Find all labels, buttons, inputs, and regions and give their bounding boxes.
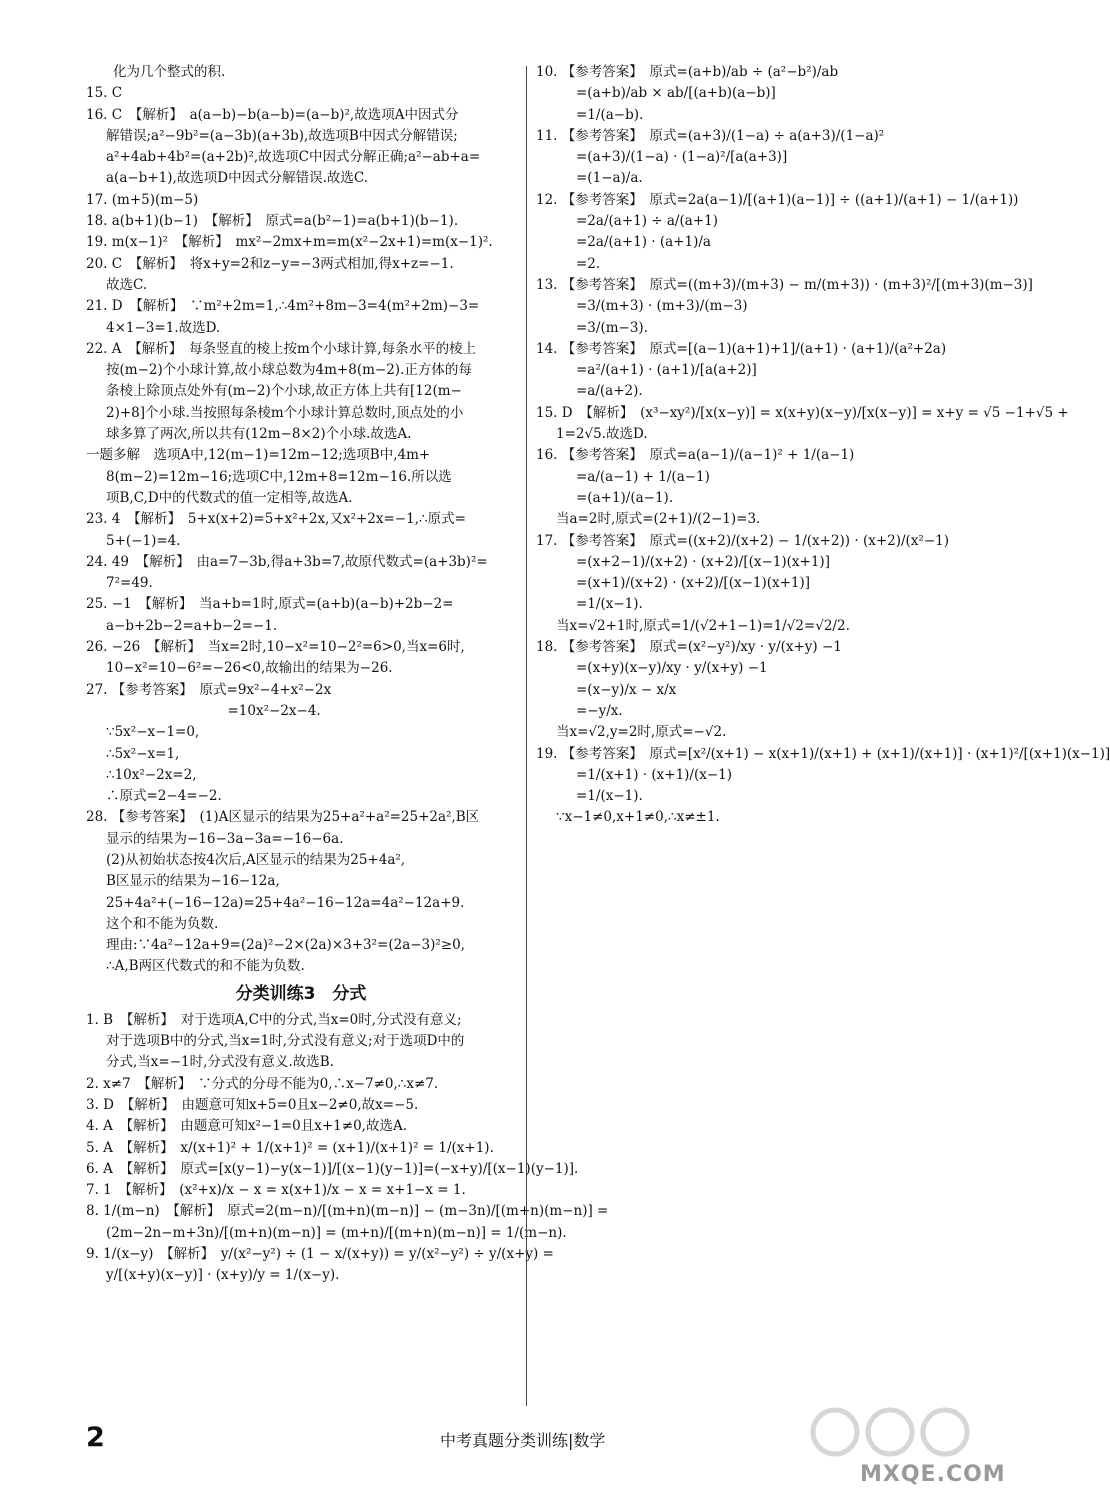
answer-line: =(1−a)/a.: [576, 170, 643, 187]
answer-line: 28. 【参考答案】 (1)A区显示的结果为25+a²+a²=25+2a²,B区: [86, 809, 480, 826]
answer-line: =3/(m−3).: [576, 319, 648, 336]
answer-line: =1/(x−1).: [576, 788, 643, 805]
answer-line: 2)+8]个小球.当按照每条棱m个小球计算总数时,顶点处的小: [106, 404, 464, 421]
answer-line: 这个和不能为负数.: [106, 915, 219, 932]
answer-line: 16. C 【解析】 a(a−b)−b(a−b)=(a−b)²,故选项A中因式分: [86, 106, 459, 123]
answer-line: 15. D 【解析】 (x³−xy²)/[x(x−y)] = x(x+y)(x−y)/[x(x−y)] = x+y = √5 −1+√5 +: [536, 404, 1069, 421]
answer-line: =(a+1)/(a−1).: [576, 489, 674, 506]
watermark-text: MXQE.COM: [860, 1462, 1006, 1487]
answer-line: 17. (m+5)(m−5): [86, 191, 199, 208]
answer-line: 按(m−2)个小球计算,故小球总数为4m+8(m−2).正方体的每: [106, 362, 472, 379]
answer-line: 8. 1/(m−n) 【解析】 原式=2(m−n)/[(m+n)(m−n)] − (m−3n)/[(m+n)(m−n)] =: [86, 1203, 609, 1220]
answer-line: 19. m(x−1)² 【解析】 mx²−2mx+m=m(x²−2x+1)=m(x−1)².: [86, 234, 493, 251]
answer-line: =(a+b)/ab × ab/[(a+b)(a−b)]: [576, 85, 776, 102]
answer-line: =a/(a−1) + 1/(a−1): [576, 468, 710, 485]
answer-line: 15. C: [86, 85, 123, 102]
answer-line: =(x+y)(x−y)/xy · y/(x+y) −1: [576, 660, 768, 677]
answer-line: 9. 1/(x−y) 【解析】 y/(x²−y²) ÷ (1 − x/(x+y)) = y/(x²−y²) ÷ y/(x+y) =: [86, 1246, 554, 1263]
answer-line: 10−x²=10−6²=−26<0,故输出的结果为−26.: [106, 660, 393, 677]
answer-line: 18. 【参考答案】 原式=(x²−y²)/xy · y/(x+y) −1: [536, 639, 842, 656]
answer-line: =1/(a−b).: [576, 106, 644, 123]
answer-line: 1=2√5.故选D.: [556, 426, 648, 443]
answer-line: =2a/(a+1) · (a+1)/a: [576, 234, 711, 251]
answer-line: 条棱上除顶点处外有(m−2)个小球,故正方体上共有[12(m−: [106, 383, 462, 400]
answer-line: =10x²−2x−4.: [106, 702, 321, 719]
answer-line: ∵x−1≠0,x+1≠0,∴x≠±1.: [556, 809, 720, 826]
answer-line: 5+(−1)=4.: [106, 532, 181, 549]
answer-line: 7. 1 【解析】 (x²+x)/x − x = x(x+1)/x − x = x+1−x = 1.: [86, 1182, 466, 1199]
answer-line: 当x=√2,y=2时,原式=−√2.: [556, 724, 727, 741]
answer-line: =−y/x.: [576, 702, 623, 719]
answer-line: 14. 【参考答案】 原式=[(a−1)(a+1)+1]/(a+1) · (a+1)/(a²+2a): [536, 340, 947, 357]
answer-line: 19. 【参考答案】 原式=[x²/(x+1) − x(x+1)/(x+1) + (x+1)/(x+1)] · (x+1)²/[(x+1)(x−1)]: [536, 745, 1110, 762]
column-divider: [526, 66, 527, 1406]
answer-line: a²+4ab+4b²=(a+2b)²,故选项C中因式分解正确;a²−ab+a=: [106, 149, 481, 166]
answer-line: 24. 49 【解析】 由a=7−3b,得a+3b=7,故原代数式=(a+3b)²=: [86, 553, 488, 570]
answer-line: (2)从初始状态按4次后,A区显示的结果为25+4a²,: [106, 851, 406, 868]
answer-line: 分式,当x=−1时,分式没有意义.故选B.: [106, 1054, 334, 1071]
answer-line: =(x+1)/(x+2) · (x+2)/[(x−1)(x+1)]: [576, 575, 811, 592]
answer-line: B区显示的结果为−16−12a,: [106, 873, 280, 890]
answer-line: =1/(x+1) · (x+1)/(x−1): [576, 766, 733, 783]
answer-line: ∴原式=2−4=−2.: [106, 788, 222, 805]
answer-line: =a/(a+2).: [576, 383, 643, 400]
answer-line: 21. D 【解析】 ∵m²+2m=1,∴4m²+8m−3=4(m²+2m)−3=: [86, 298, 480, 315]
answer-line: 25. −1 【解析】 当a+b=1时,原式=(a+b)(a−b)+2b−2=: [86, 596, 454, 613]
answer-line: =(x−y)/x − x/x: [576, 681, 677, 698]
right-column: [536, 62, 1110, 829]
answer-line: ∵5x²−x−1=0,: [106, 724, 200, 741]
answer-line: 4. A 【解析】 由题意可知x²−1=0且x+1≠0,故选A.: [86, 1118, 407, 1135]
answer-line: 理由:∵4a²−12a+9=(2a)²−2×(2a)×3+3²=(2a−3)²≥0,: [106, 937, 466, 954]
answer-line: 解错误;a²−9b²=(a−3b)(a+3b),故选项B中因式分解错误;: [106, 127, 458, 144]
answer-line: 2. x≠7 【解析】 ∵分式的分母不能为0,∴x−7≠0,∴x≠7.: [86, 1075, 439, 1092]
answer-line: 22. A 【解析】 每条竖直的棱上按m个小球计算,每条水平的棱上: [86, 340, 477, 357]
answer-line: 16. 【参考答案】 原式=a(a−1)/(a−1)² + 1/(a−1): [536, 447, 855, 464]
answer-line: 26. −26 【解析】 当x=2时,10−x²=10−2²=6>0,当x=6时,: [86, 639, 465, 656]
answer-line: 5. A 【解析】 x/(x+1)² + 1/(x+1)² = (x+1)/(x+1)² = 1/(x+1).: [86, 1139, 494, 1156]
answer-line: 显示的结果为−16−3a−3a=−16−6a.: [106, 830, 344, 847]
answer-line: (2m−2n−m+3n)/[(m+n)(m−n)] = (m+n)/[(m+n)(m−n)] = 1/(m−n).: [106, 1224, 567, 1241]
answer-line: =3/(m+3) · (m+3)/(m−3): [576, 298, 748, 315]
answer-line: 18. a(b+1)(b−1) 【解析】 原式=a(b²−1)=a(b+1)(b−1).: [86, 213, 459, 230]
answer-line: 3. D 【解析】 由题意可知x+5=0且x−2≠0,故x=−5.: [86, 1096, 419, 1113]
answer-line: 7²=49.: [106, 575, 153, 592]
answer-line: 1. B 【解析】 对于选项A,C中的分式,当x=0时,分式没有意义;: [86, 1011, 462, 1028]
answer-line: 项B,C,D中的代数式的值一定相等,故选A.: [106, 489, 353, 506]
answer-line: 对于选项B中的分式,当x=1时,分式没有意义;对于选项D中的: [106, 1033, 465, 1050]
answer-line: =(a+3)/(1−a) · (1−a)²/[a(a+3)]: [576, 149, 788, 166]
answer-line: ∴5x²−x=1,: [106, 745, 180, 762]
answer-line: 当a=2时,原式=(2+1)/(2−1)=3.: [556, 511, 761, 528]
answer-line: a−b+2b−2=a+b−2=−1.: [106, 617, 278, 634]
answer-line: 27. 【参考答案】 原式=9x²−4+x²−2x: [86, 681, 332, 698]
answer-line: y/[(x+y)(x−y)] · (x+y)/y = 1/(x−y).: [106, 1267, 340, 1284]
answer-line: 球多算了两次,所以共有(12m−8×2)个小球.故选A.: [106, 426, 412, 443]
answer-line: =1/(x−1).: [576, 596, 643, 613]
answer-line: =(x+2−1)/(x+2) · (x+2)/[(x−1)(x+1)]: [576, 553, 830, 570]
answer-line: 20. C 【解析】 将x+y=2和z−y=−3两式相加,得x+z=−1.: [86, 255, 454, 272]
answer-line: 化为几个整式的积.: [86, 64, 226, 80]
answer-line: 6. A 【解析】 原式=[x(y−1)−y(x−1)]/[(x−1)(y−1)]=(−x+y)/[(x−1)(y−1)].: [86, 1160, 579, 1177]
answer-line: 11. 【参考答案】 原式=(a+3)/(1−a) ÷ a(a+3)/(1−a)²: [536, 127, 885, 144]
answer-line: =2.: [576, 255, 601, 272]
answer-line: ∴10x²−2x=2,: [106, 766, 197, 783]
section-title: 分类训练3 分式: [235, 983, 367, 1004]
answer-line: 一题多解 选项A中,12(m−1)=12m−12;选项B中,4m+: [86, 447, 431, 464]
answer-line: 23. 4 【解析】 5+x(x+2)=5+x²+2x,又x²+2x=−1,∴原式=: [86, 511, 466, 528]
answer-line: 8(m−2)=12m−16;选项C中,12m+8=12m−16.所以选: [106, 468, 452, 485]
answer-line: 当x=√2+1时,原式=1/(√2+1−1)=1/√2=√2/2.: [556, 617, 850, 634]
answer-line: 故选C.: [106, 276, 148, 293]
answer-line: a(a−b+1),故选项D中因式分解错误.故选C.: [106, 170, 369, 187]
answer-line: 13. 【参考答案】 原式=((m+3)/(m+3) − m/(m+3)) · (m+3)²/[(m+3)(m−3)]: [536, 276, 1033, 293]
answer-line: 12. 【参考答案】 原式=2a(a−1)/[(a+1)(a−1)] ÷ ((a+1)/(a+1) − 1/(a+1)): [536, 191, 1019, 208]
answer-line: 17. 【参考答案】 原式=((x+2)/(x+2) − 1/(x+2)) · (x+2)/(x²−1): [536, 532, 950, 549]
page-number: 2: [86, 1422, 105, 1453]
answer-line: 4×1−3=1.故选D.: [106, 319, 221, 336]
answer-line: =a²/(a+1) · (a+1)/[a(a+2)]: [576, 362, 757, 379]
answer-line: 10. 【参考答案】 原式=(a+b)/ab ÷ (a²−b²)/ab: [536, 64, 839, 80]
book-title: 中考真题分类训练|数学: [440, 1431, 606, 1450]
answer-line: =2a/(a+1) ÷ a/(a+1): [576, 213, 718, 230]
answer-line: 25+4a²+(−16−12a)=25+4a²−16−12a=4a²−12a+9.: [106, 894, 465, 911]
answer-line: ∴A,B两区代数式的和不能为负数.: [106, 958, 305, 975]
